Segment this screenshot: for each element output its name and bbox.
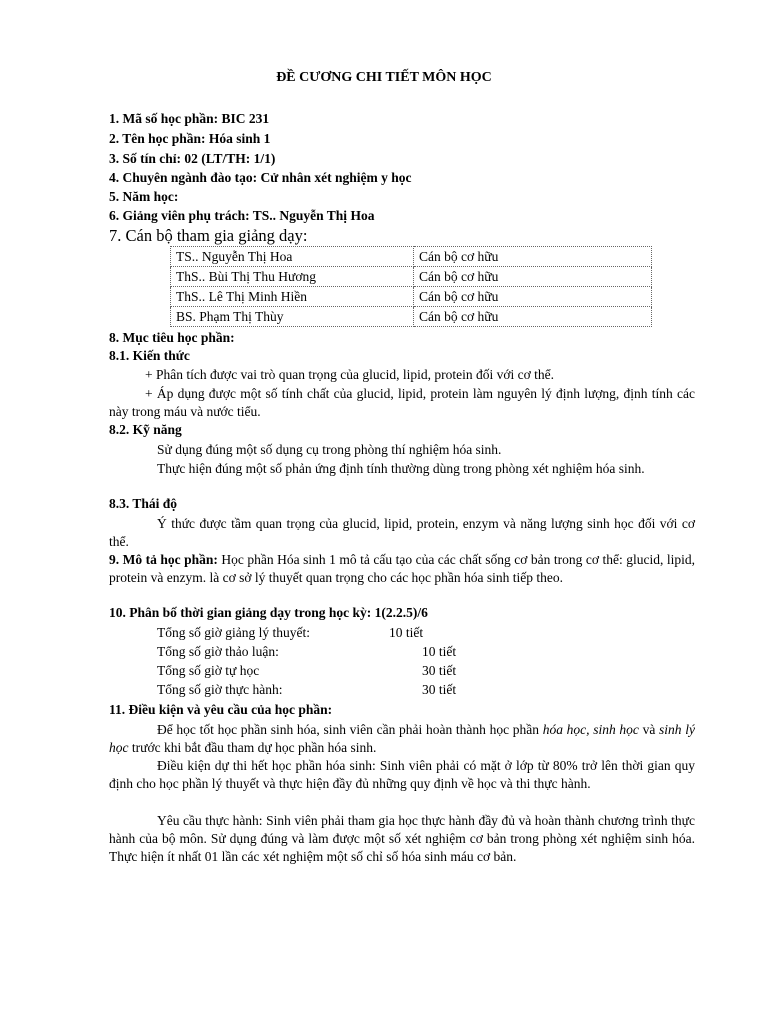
table-row bbox=[171, 247, 652, 267]
table-row bbox=[171, 267, 652, 287]
hours-value: 30 tiết bbox=[422, 663, 457, 678]
hours-label: Tổng số giờ thảo luận: bbox=[157, 644, 279, 659]
skills-heading: 8.2. Kỹ năng bbox=[109, 422, 182, 437]
item-school-year: 5. Năm học: bbox=[109, 189, 179, 204]
req-course-italic: sinh lý học bbox=[109, 722, 695, 755]
time-allocation-heading: 10. Phân bố thời gian giảng dạy trong học kỳ: 1(2.2.5)/6 bbox=[109, 605, 428, 620]
knowledge-bullet-1: + Phân tích được vai trò quan trọng của glucid, lipid, protein đối với cơ thể. bbox=[145, 367, 555, 382]
document-title: ĐỀ CƯƠNG CHI TIẾT MÔN HỌC bbox=[276, 70, 492, 85]
hours-label: Tổng số giờ giảng lý thuyết: bbox=[157, 625, 311, 640]
description-paragraph bbox=[109, 551, 695, 587]
requirements-paragraph-2: Điều kiện dự thi hết học phần hóa sinh: Sinh viên phải có mặt ở lớp từ 80% trở lên thời gian quy định cho học phần lý thuyết và thực hiện đầy đủ những quy định về học và thi thực hành. bbox=[109, 758, 695, 791]
item-course-code: 1. Mã số học phần: BIC 231 bbox=[109, 111, 270, 126]
req-text: trước khi bắt đầu tham dự học phần hóa sinh. bbox=[128, 740, 377, 755]
item-lecturer: 6. Giảng viên phụ trách: TS.. Nguyễn Thị Hoa bbox=[109, 208, 375, 223]
table-row bbox=[171, 287, 652, 307]
hours-row bbox=[157, 625, 424, 641]
description-text: Học phần Hóa sinh 1 mô tả cấu tạo của các chất sống cơ bản trong cơ thể: glucid, lipid, protein và enzym. là cơ sở lý thuyết quan trọng cho các học phần hóa sinh tiếp theo. bbox=[109, 552, 696, 585]
skills-paragraph-1: Sử dụng đúng một số dụng cụ trong phòng thí nghiệm hóa sinh. bbox=[157, 442, 502, 457]
skills-paragraph-2: Thực hiện đúng một số phản ứng định tính thường dùng trong phòng xét nghiệm hóa sinh. bbox=[157, 461, 645, 476]
staff-role: Cán bộ cơ hữu bbox=[414, 267, 652, 287]
hours-label: Tổng số giờ thực hành: bbox=[157, 682, 283, 697]
staff-name: TS.. Nguyễn Thị Hoa bbox=[171, 247, 414, 267]
hours-value: 10 tiết bbox=[389, 625, 424, 640]
attitude-heading: 8.3. Thái độ bbox=[109, 496, 178, 511]
staff-name: ThS.. Bùi Thị Thu Hương bbox=[171, 267, 414, 287]
knowledge-bullet-2: + Áp dụng được một số tính chất của glucid, lipid, protein làm nguyên lý định lượng, định tính các này trong máu và nước tiểu. bbox=[109, 386, 695, 419]
req-text: và bbox=[638, 722, 660, 737]
hours-row bbox=[157, 663, 457, 679]
hours-row bbox=[157, 682, 457, 698]
staff-role: Cán bộ cơ hữu bbox=[414, 287, 652, 307]
description-label: 9. Mô tả học phần: bbox=[109, 552, 218, 567]
requirements-heading: 11. Điều kiện và yêu cầu của học phần: bbox=[109, 702, 333, 717]
req-courses-italic: hóa học, sinh học bbox=[542, 722, 639, 737]
table-row bbox=[171, 307, 652, 327]
item-credits: 3. Số tín chỉ: 02 (LT/TH: 1/1) bbox=[109, 151, 276, 166]
attitude-paragraph: Ý thức được tầm quan trọng của glucid, lipid, protein, enzym và năng lượng sinh học đối với cơ thể. bbox=[109, 516, 695, 549]
item-staff-heading: 7. Cán bộ tham gia giảng dạy: bbox=[109, 226, 308, 245]
item-course-name: 2. Tên học phần: Hóa sinh 1 bbox=[109, 131, 271, 146]
hours-row bbox=[157, 644, 457, 660]
hours-value: 30 tiết bbox=[422, 682, 457, 697]
hours-value: 10 tiết bbox=[422, 644, 457, 659]
requirements-paragraph-3: Yêu cầu thực hành: Sinh viên phải tham gia học thực hành đầy đủ và hoàn thành chương trình thực hành của bộ môn. Sử dụng đúng và làm được một số xét nghiệm cơ bản trong phòng xét nghiệm sinh hóa. Thực hiện ít nhất 01 lần các xét nghiệm một số chỉ số hóa sinh máu cơ bản. bbox=[109, 813, 695, 864]
hours-label: Tổng số giờ tự học bbox=[157, 663, 260, 678]
knowledge-heading: 8.1. Kiến thức bbox=[109, 348, 190, 363]
objectives-heading: 8. Mục tiêu học phần: bbox=[109, 330, 235, 345]
staff-role: Cán bộ cơ hữu bbox=[414, 307, 652, 327]
req-text: Để học tốt học phần sinh hóa, sinh viên cần phải hoàn thành học phần bbox=[157, 722, 543, 737]
staff-table bbox=[170, 246, 652, 327]
staff-name: BS. Phạm Thị Thùy bbox=[171, 307, 414, 327]
requirements-paragraph-1 bbox=[109, 721, 695, 757]
staff-name: ThS.. Lê Thị Minh Hiền bbox=[171, 287, 414, 307]
item-major: 4. Chuyên ngành đào tạo: Cử nhân xét nghiệm y học bbox=[109, 170, 412, 185]
staff-role: Cán bộ cơ hữu bbox=[414, 247, 652, 267]
